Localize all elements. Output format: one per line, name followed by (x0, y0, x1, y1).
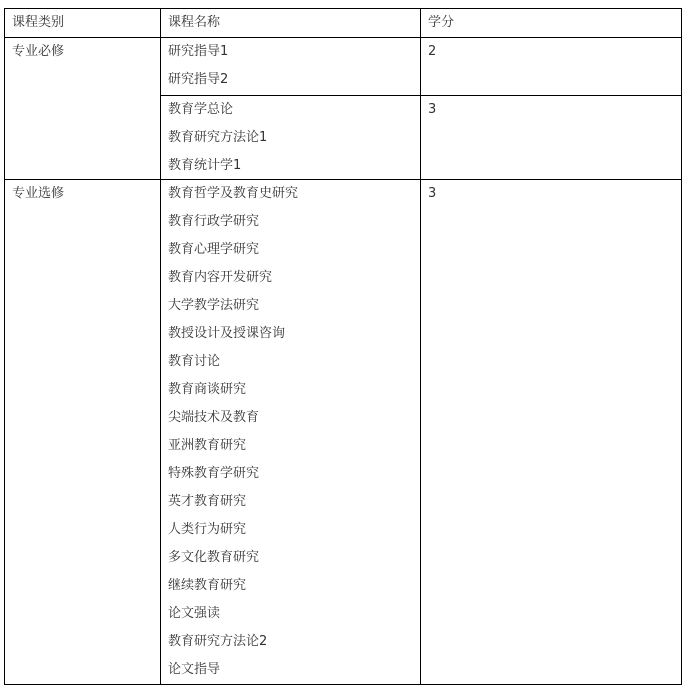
course-name: 研究指导2 (168, 72, 229, 87)
row-divider (5, 179, 681, 180)
column-divider (160, 9, 161, 684)
course-name: 多文化教育研究 (168, 550, 260, 565)
course-name: 论文强读 (168, 606, 221, 621)
course-name: 继续教育研究 (168, 578, 247, 593)
course-name: 教育心理学研究 (168, 242, 260, 257)
credit-value: 2 (428, 44, 437, 59)
course-list (168, 180, 298, 684)
course-name: 亚洲教育研究 (168, 438, 247, 453)
course-name: 英才教育研究 (168, 494, 247, 509)
course-name: 人类行为研究 (168, 522, 247, 537)
course-name: 教育研究方法论2 (168, 634, 268, 649)
course-name: 教授设计及授课咨询 (168, 326, 286, 341)
course-name: 教育内容开发研究 (168, 270, 273, 285)
course-name: 教育学总论 (168, 102, 234, 117)
course-name: 论文指导 (168, 662, 221, 677)
course-name: 研究指导1 (168, 44, 229, 59)
course-name: 教育统计学1 (168, 158, 242, 173)
category-required: 专业必修 (12, 44, 65, 59)
course-name: 特殊教育学研究 (168, 466, 260, 481)
credit-value: 3 (428, 102, 437, 117)
course-name: 教育研究方法论1 (168, 130, 268, 145)
course-name: 教育商谈研究 (168, 382, 247, 397)
course-list (168, 96, 267, 180)
header-credits: 学分 (428, 15, 455, 30)
course-name: 教育哲学及教育史研究 (168, 186, 299, 201)
course-name: 大学教学法研究 (168, 298, 260, 313)
row-divider (5, 37, 681, 38)
course-table (4, 8, 682, 685)
header-course-name: 课程名称 (168, 15, 221, 30)
course-list (168, 38, 228, 94)
course-name: 教育行政学研究 (168, 214, 260, 229)
course-name: 尖端技术及教育 (168, 410, 260, 425)
course-name: 教育讨论 (168, 354, 221, 369)
header-category: 课程类别 (12, 15, 65, 30)
column-divider (420, 9, 421, 684)
category-elective: 专业选修 (12, 186, 65, 201)
credit-value: 3 (428, 186, 437, 201)
